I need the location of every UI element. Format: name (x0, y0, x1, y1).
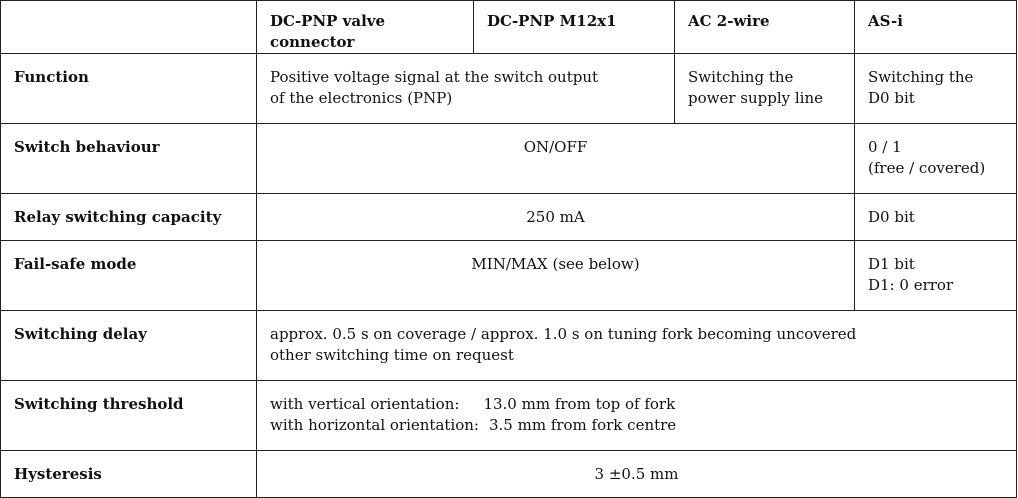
function-asi-line-2: D0 bit (868, 89, 915, 107)
row-label-switching-threshold: Switching threshold (1, 381, 257, 451)
switching-threshold-line-2 (270, 415, 1003, 436)
row-switch-behaviour (1, 124, 1017, 194)
header-as-i: AS-i (855, 1, 1017, 54)
relay-capacity-value: 250 mA (257, 194, 855, 241)
row-switching-delay (1, 311, 1017, 381)
function-asi-cell (855, 54, 1017, 124)
switching-delay-line-1: approx. 0.5 s on coverage / approx. 1.0 s on tuning fork becoming uncovered (270, 325, 857, 343)
header-ac-2-wire: AC 2-wire (675, 1, 855, 54)
relay-capacity-asi: D0 bit (855, 194, 1017, 241)
threshold-horizontal-value: 3.5 mm from fork centre (488, 416, 677, 434)
header-blank-cell (1, 1, 257, 54)
threshold-horizontal-label: with horizontal orientation: (270, 416, 479, 434)
fail-safe-asi-line-2: D1: 0 error (868, 276, 954, 294)
function-ac-line-1: Switching the (688, 68, 794, 86)
row-fail-safe-mode (1, 241, 1017, 311)
row-label-hysteresis: Hysteresis (1, 451, 257, 498)
row-switching-threshold (1, 381, 1017, 451)
header-dc-pnp-valve-connector: DC-PNP valve connector (257, 1, 474, 54)
threshold-vertical-value: 13.0 mm from top of fork (483, 395, 676, 413)
row-relay-switching-capacity (1, 194, 1017, 241)
switching-delay-cell (257, 311, 1017, 381)
fail-safe-asi-cell (855, 241, 1017, 311)
function-ac-line-2: power supply line (688, 89, 824, 107)
row-function (1, 54, 1017, 124)
switch-behaviour-asi-line-2: (free / covered) (868, 159, 986, 177)
function-dc-line-1: Positive voltage signal at the switch output (270, 68, 599, 86)
fail-safe-value: MIN/MAX (see below) (257, 241, 855, 311)
row-label-switching-delay: Switching delay (1, 311, 257, 381)
switching-threshold-line-1 (270, 394, 1003, 415)
row-label-function: Function (1, 54, 257, 124)
switch-behaviour-asi-line-1: 0 / 1 (868, 138, 902, 156)
row-label-relay-switching-capacity: Relay switching capacity (1, 194, 257, 241)
header-row (1, 1, 1017, 54)
switch-behaviour-value: ON/OFF (257, 124, 855, 194)
fail-safe-asi-line-1: D1 bit (868, 255, 915, 273)
switching-threshold-cell (257, 381, 1017, 451)
threshold-vertical-label: with vertical orientation: (270, 395, 460, 413)
switch-behaviour-asi-cell (855, 124, 1017, 194)
function-dc-line-2: of the electronics (PNP) (270, 89, 453, 107)
switching-delay-line-2: other switching time on request (270, 346, 514, 364)
function-dc-cell (257, 54, 675, 124)
header-dc-pnp-m12x1: DC-PNP M12x1 (474, 1, 675, 54)
function-ac-cell (675, 54, 855, 124)
function-asi-line-1: Switching the (868, 68, 974, 86)
row-hysteresis (1, 451, 1017, 498)
row-label-fail-safe-mode: Fail-safe mode (1, 241, 257, 311)
hysteresis-value: 3 ±0.5 mm (257, 451, 1017, 498)
row-label-switch-behaviour: Switch behaviour (1, 124, 257, 194)
